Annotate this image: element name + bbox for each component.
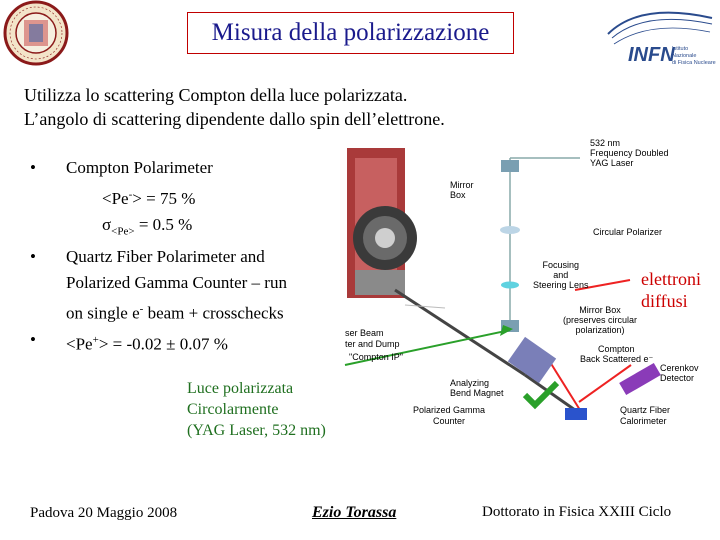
pe-value: > = 75 % <box>132 188 196 208</box>
red-note-line-2: diffusi <box>641 291 688 311</box>
sigma-value: = 0.5 % <box>134 214 193 234</box>
label-analyzing-magnet <box>450 378 504 398</box>
pe-sup: - <box>128 188 133 200</box>
label-mirror1-a: Mirror <box>450 180 474 190</box>
label-circular-polarizer: Circular Polarizer <box>593 227 663 237</box>
footer-author: Ezio Torassa <box>312 504 397 521</box>
label-polarized-gamma-counter <box>413 405 485 427</box>
footer-date: Padova 20 Maggio 2008 <box>30 505 178 521</box>
red-note <box>641 268 701 312</box>
bullet-compton-sigma <box>30 212 360 244</box>
pe-open: <Pe <box>102 188 129 208</box>
sigma-sub: <Pe> <box>111 225 135 238</box>
bullet-quartz-line-2-row <box>30 270 360 296</box>
label-compton-scattered <box>580 344 653 364</box>
label-laser-3: YAG Laser <box>590 158 634 168</box>
label-compton-b: Back Scattered e⁻ <box>580 354 654 364</box>
label-focus-2: and <box>553 270 569 280</box>
bullet-compton-text: Compton Polarimeter <box>66 158 213 177</box>
label-laser-beam-b: ter and Dump <box>345 339 400 349</box>
bullet-compton <box>30 155 360 181</box>
green-note-line-2: Circolarmente <box>187 401 279 418</box>
label-mirror2-b: (preserves circular <box>563 315 638 325</box>
footer-course: Dottorato in Fisica XXIII Ciclo <box>482 504 672 520</box>
green-note <box>187 378 326 441</box>
slide-title-text: Misura della polarizzazione <box>211 19 490 46</box>
label-quartz-b: Calorimeter <box>620 416 667 426</box>
pe-plus-open: <Pe <box>66 334 93 354</box>
pe-plus-sup: + <box>92 333 99 346</box>
bullet-quartz-line-3-row <box>30 296 360 327</box>
label-cerenkov-detector <box>660 363 699 383</box>
bullet-list <box>30 155 360 357</box>
pe-plus-value: > = -0.02 ± 0.07 % <box>98 334 228 354</box>
intro-line-2: L’angolo di scattering dipendente dallo spin dell’elettrone. <box>24 109 445 129</box>
label-pgc-a: Polarized Gamma <box>413 405 486 415</box>
infn-logo <box>600 4 718 72</box>
bullet-dot-icon: • <box>30 247 36 267</box>
label-analyzing-b: Bend Magnet <box>450 388 504 398</box>
label-focus-3: Steering Lens <box>533 280 589 290</box>
label-focus-1: Focusing <box>542 260 580 270</box>
label-focusing-lens <box>533 260 589 290</box>
bullet-quartz-line-3a: on single e <box>66 303 140 323</box>
green-note-line-3: (YAG Laser, 532 nm) <box>187 422 326 439</box>
label-laser <box>590 138 669 168</box>
label-laser-1: 532 nm <box>590 138 621 148</box>
bullet-quartz-line-2: Polarized Gamma Counter – run <box>66 273 287 293</box>
green-note-line-1: Luce polarizzata <box>187 380 294 397</box>
label-laser-beam-a: ser Beam <box>345 328 384 338</box>
label-mirror2-c: polarization) <box>575 325 625 335</box>
slide-title <box>187 12 514 54</box>
bullet-quartz-sup: - <box>139 303 144 316</box>
infn-sub-3: di Fisica Nucleare <box>672 60 716 66</box>
label-compton-a: Compton <box>598 344 635 354</box>
label-mirror1-b: Box <box>450 190 466 200</box>
label-laser-2: Frequency Doubled <box>590 148 669 158</box>
infn-sub-2: Nazionale <box>672 53 697 59</box>
infn-logo-text: INFN <box>628 44 675 66</box>
bullet-quartz-line-3b: beam + crosschecks <box>143 303 284 323</box>
label-analyzing-a: Analyzing <box>450 378 490 388</box>
label-mirror-box-1 <box>450 180 474 200</box>
label-mirror-box-2 <box>563 305 637 335</box>
university-seal-logo <box>2 0 70 66</box>
label-cerenkov-a: Cerenkov <box>660 363 699 373</box>
bullet-pe-plus <box>30 327 360 358</box>
bullet-dot-icon: • <box>30 329 36 349</box>
bullet-compton-pe <box>30 181 360 212</box>
label-compton-ip: "Compton IP" <box>349 352 403 362</box>
label-cerenkov-b: Detector <box>660 373 695 383</box>
infn-sub-1: Istituto <box>672 46 689 52</box>
red-note-line-1: elettroni <box>641 269 701 289</box>
label-mirror2-a: Mirror Box <box>579 305 621 315</box>
bullet-quartz <box>30 244 360 270</box>
bullet-quartz-line-1: Quartz Fiber Polarimeter and <box>66 247 265 267</box>
intro-line-1: Utilizza lo scattering Compton della luce polarizzata. <box>24 85 408 105</box>
sigma-symbol: σ <box>102 214 112 234</box>
bullet-dot-icon: • <box>30 158 36 177</box>
label-quartz-calorimeter <box>620 405 670 427</box>
label-quartz-a: Quartz Fiber <box>620 405 671 415</box>
label-pgc-b: Counter <box>433 416 466 426</box>
infn-logo-subtitle <box>672 46 716 67</box>
